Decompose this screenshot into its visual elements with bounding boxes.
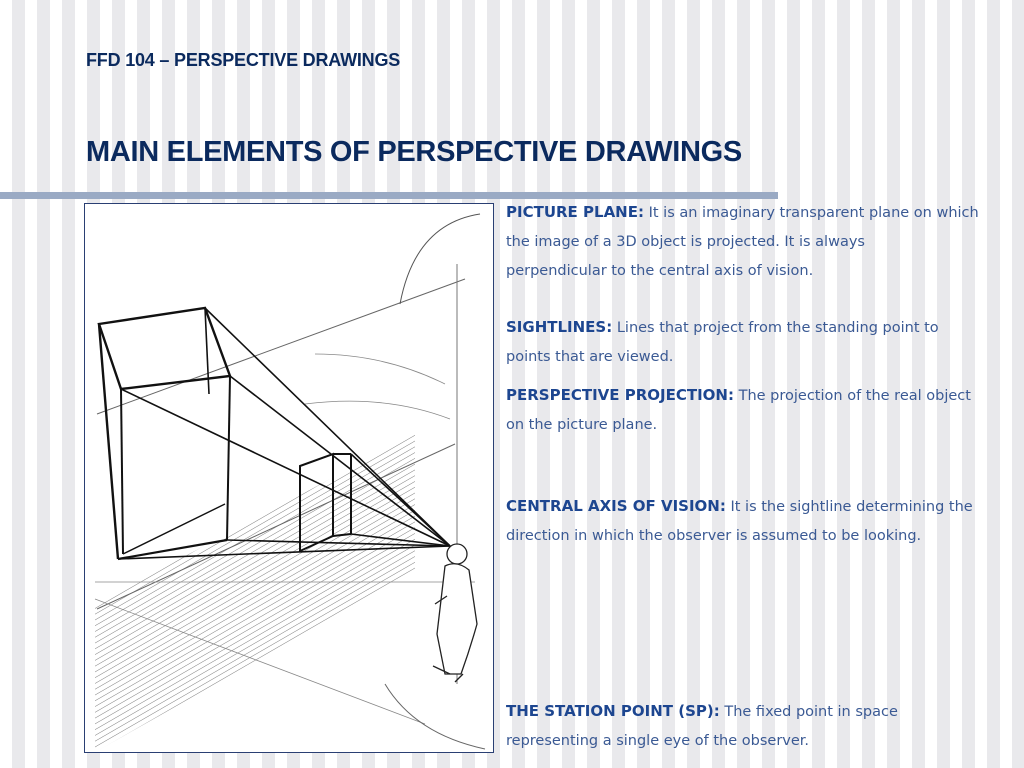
definition-text: the image of a 3D object is projected. It is always bbox=[506, 234, 865, 250]
definition-text: It is the sightline determining the bbox=[730, 499, 973, 515]
definition-text: perpendicular to the central axis of vision. bbox=[506, 263, 814, 279]
definition-text: points that are viewed. bbox=[506, 349, 674, 365]
definition-station-point bbox=[506, 697, 1024, 756]
definition-text: on the picture plane. bbox=[506, 417, 658, 433]
definition-term: PICTURE PLANE: bbox=[506, 203, 644, 221]
definition-text: It is an imaginary transparent plane on which bbox=[648, 205, 979, 221]
definition-text: The fixed point in space bbox=[724, 704, 898, 720]
definition-term: CENTRAL AXIS OF VISION: bbox=[506, 497, 726, 515]
definition-text: Lines that project from the standing point to bbox=[616, 320, 939, 336]
definition-text: direction in which the observer is assumed to be looking. bbox=[506, 528, 922, 544]
definition-sightlines bbox=[506, 313, 1024, 372]
definition-central-axis bbox=[506, 492, 1024, 551]
definition-perspective-projection bbox=[506, 381, 1024, 440]
definition-picture-plane bbox=[506, 198, 1024, 286]
definition-text: The projection of the real object bbox=[738, 388, 971, 404]
perspective-illustration bbox=[84, 203, 494, 753]
course-title: FFD 104 – PERSPECTIVE DRAWINGS bbox=[86, 50, 401, 70]
definition-term: SIGHTLINES: bbox=[506, 318, 613, 336]
slide-title: MAIN ELEMENTS OF PERSPECTIVE DRAWINGS bbox=[86, 136, 742, 168]
definition-term: THE STATION POINT (SP): bbox=[506, 702, 720, 720]
definition-term: PERSPECTIVE PROJECTION: bbox=[506, 386, 734, 404]
definition-text: representing a single eye of the observer. bbox=[506, 733, 810, 749]
